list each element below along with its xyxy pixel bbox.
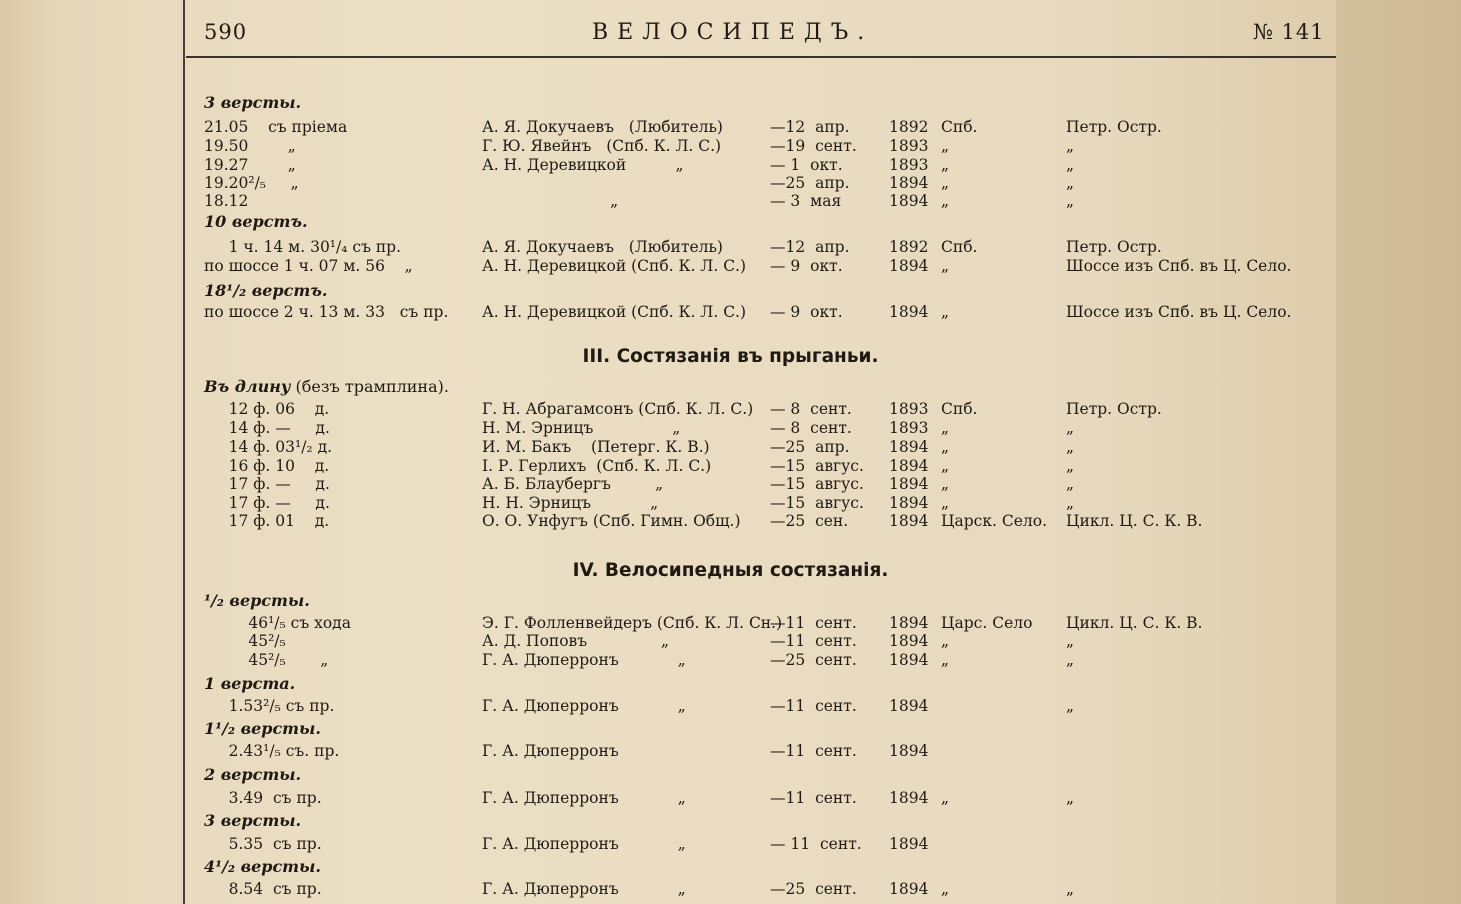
- record-row: [0, 118, 1461, 138]
- cell-place: „: [941, 303, 950, 321]
- cell-venue: Цикл. Ц. С. К. В.: [1066, 614, 1203, 632]
- cell-result: 19.20²/₅ „: [204, 174, 299, 192]
- subsection-1-5-versts: 1¹/₂ версты.: [204, 719, 321, 738]
- cell-year: 1894: [889, 475, 929, 493]
- record-row: [0, 742, 1461, 762]
- cell-year: 1894: [889, 192, 929, 210]
- record-row: [0, 438, 1461, 458]
- cell-year: 1894: [889, 835, 929, 853]
- cell-place: „: [941, 632, 950, 650]
- cell-athlete: Г. А. Дюперронъ: [482, 742, 619, 760]
- record-row: [0, 835, 1461, 855]
- cell-date: —12 апр.: [770, 238, 850, 256]
- cell-year: 1894: [889, 651, 929, 669]
- record-row: [0, 400, 1461, 420]
- record-row: [0, 475, 1461, 495]
- cell-venue: Петр. Остр.: [1066, 238, 1162, 256]
- cell-date: —15 авгус.: [770, 475, 864, 493]
- cell-result: 14 ф. — д.: [204, 419, 330, 437]
- record-row: [0, 238, 1461, 258]
- subsection-3-versts-cycling: 3 версты.: [204, 811, 302, 830]
- cell-place: „: [941, 257, 950, 275]
- record-row: [0, 651, 1461, 671]
- cell-venue: Петр. Остр.: [1066, 118, 1162, 136]
- cell-venue: „: [1066, 156, 1075, 174]
- cell-result: 5.35 съ пр.: [204, 835, 322, 853]
- cell-result: 16 ф. 10 д.: [204, 457, 330, 475]
- cell-year: 1893: [889, 137, 929, 155]
- cell-athlete: О. О. Унфугъ (Спб. Гимн. Общ.): [482, 512, 741, 530]
- cell-year: 1894: [889, 494, 929, 512]
- cell-year: 1894: [889, 512, 929, 530]
- cell-athlete: А. Н. Деревицкой (Спб. К. Л. С.): [482, 257, 747, 275]
- cell-result: 19.50 „: [204, 137, 296, 155]
- cell-place: Царск. Село.: [941, 512, 1048, 530]
- cell-place: „: [941, 419, 950, 437]
- cell-result: 14 ф. 03¹/₂ д.: [204, 438, 333, 456]
- cell-year: 1893: [889, 156, 929, 174]
- cell-date: —11 сент.: [770, 697, 857, 715]
- cell-place: „: [941, 494, 950, 512]
- cell-athlete: Н. Н. Эрницъ „: [482, 494, 659, 512]
- cell-result: 3.49 съ пр.: [204, 789, 322, 807]
- cell-date: —19 сент.: [770, 137, 857, 155]
- cell-venue: Петр. Остр.: [1066, 400, 1162, 418]
- cell-date: —25 сент.: [770, 651, 857, 669]
- cell-year: 1893: [889, 419, 929, 437]
- journal-title: ВЕЛОСИПЕДЪ.: [592, 20, 874, 45]
- record-row: [0, 494, 1461, 514]
- cell-date: —15 авгус.: [770, 494, 864, 512]
- cell-place: „: [941, 475, 950, 493]
- cell-place: „: [941, 174, 950, 192]
- cell-place: Царс. Село: [941, 614, 1033, 632]
- cell-result: 1 ч. 14 м. 30¹/₄ съ пр.: [204, 238, 402, 256]
- cell-place: Спб.: [941, 238, 978, 256]
- record-row: [0, 192, 1461, 212]
- cell-athlete: А. Б. Блаубергъ „: [482, 475, 664, 493]
- cell-date: —12 апр.: [770, 118, 850, 136]
- record-row: [0, 880, 1461, 900]
- cell-place: „: [941, 789, 950, 807]
- record-row: [0, 457, 1461, 477]
- cell-place: Спб.: [941, 400, 978, 418]
- cell-venue: Шоссе изъ Спб. въ Ц. Село.: [1066, 303, 1292, 321]
- cell-place: „: [941, 651, 950, 669]
- cell-year: 1892: [889, 118, 929, 136]
- cell-venue: „: [1066, 438, 1075, 456]
- cell-venue: „: [1066, 789, 1075, 807]
- record-row: [0, 137, 1461, 157]
- cell-venue: „: [1066, 651, 1075, 669]
- cell-place: „: [941, 438, 950, 456]
- cell-result: 17 ф. — д.: [204, 475, 330, 493]
- record-row: [0, 697, 1461, 717]
- record-row: [0, 512, 1461, 532]
- cell-athlete: А. Н. Деревицкой (Спб. К. Л. С.): [482, 303, 747, 321]
- cell-athlete: А. Я. Докучаевъ (Любитель): [482, 238, 723, 256]
- record-row: [0, 614, 1461, 634]
- cell-date: — 3 мая: [770, 192, 842, 210]
- cell-date: —11 сент.: [770, 789, 857, 807]
- cell-venue: „: [1066, 174, 1075, 192]
- cell-year: 1894: [889, 742, 929, 760]
- cell-result: 8.54 съ пр.: [204, 880, 322, 898]
- cell-result: 46¹/₅ съ хода: [204, 614, 351, 632]
- cell-venue: „: [1066, 475, 1075, 493]
- cell-year: 1892: [889, 238, 929, 256]
- subsection-10-versts: 10 верстъ.: [204, 212, 308, 231]
- cell-result: 12 ф. 06 д.: [204, 400, 330, 418]
- subsection-half-verst: ¹/₂ версты.: [204, 591, 310, 610]
- cell-venue: „: [1066, 192, 1075, 210]
- cell-athlete: А. Я. Докучаевъ (Любитель): [482, 118, 723, 136]
- cell-year: 1894: [889, 632, 929, 650]
- cell-place: Спб.: [941, 118, 978, 136]
- cell-year: 1894: [889, 789, 929, 807]
- cell-venue: Цикл. Ц. С. К. В.: [1066, 512, 1203, 530]
- cell-year: 1894: [889, 457, 929, 475]
- cell-date: — 9 окт.: [770, 257, 843, 275]
- cell-result: по шоссе 1 ч. 07 м. 56 „: [204, 257, 413, 275]
- section-heading-cycling: IV. Велосипедныя состязанія.: [572, 560, 889, 581]
- cell-athlete: І. Р. Герлихъ (Спб. К. Л. С.): [482, 457, 712, 475]
- cell-result: 2.43¹/₅ съ. пр.: [204, 742, 340, 760]
- cell-year: 1894: [889, 303, 929, 321]
- cell-date: —25 сен.: [770, 512, 849, 530]
- cell-result: 1.53²/₅ съ пр.: [204, 697, 335, 715]
- page-number: 590: [204, 20, 248, 44]
- cell-date: — 11 сент.: [770, 835, 862, 853]
- cell-venue: „: [1066, 494, 1075, 512]
- record-row: [0, 257, 1461, 277]
- record-row: [0, 632, 1461, 652]
- cell-result: 19.27 „: [204, 156, 296, 174]
- cell-date: — 1 окт.: [770, 156, 843, 174]
- cell-year: 1894: [889, 257, 929, 275]
- cell-venue: „: [1066, 632, 1075, 650]
- cell-athlete: А. Н. Деревицкой „: [482, 156, 684, 174]
- subsection-long-jump-title: Въ длину: [204, 377, 291, 396]
- cell-athlete: Г. Ю. Явейнъ (Спб. К. Л. С.): [482, 137, 722, 155]
- subsection-1-verst: 1 верста.: [204, 674, 296, 693]
- cell-athlete: Г. Н. Абрагамсонъ (Спб. К. Л. С.): [482, 400, 754, 418]
- cell-athlete: Н. М. Эрницъ „: [482, 419, 681, 437]
- subsection-long-jump-note: (безъ трамплина).: [290, 377, 449, 396]
- cell-athlete: „: [482, 192, 619, 210]
- cell-result: 45²/₅: [204, 632, 286, 650]
- cell-date: —15 авгус.: [770, 457, 864, 475]
- section-heading-jumping: III. Состязанія въ прыганьи.: [582, 346, 879, 367]
- issue-number: № 141: [1253, 20, 1325, 44]
- subsection-2-versts: 2 версты.: [204, 765, 302, 784]
- cell-year: 1894: [889, 174, 929, 192]
- cell-place: „: [941, 156, 950, 174]
- cell-place: „: [941, 457, 950, 475]
- subsection-3-versts: 3 версты.: [204, 93, 302, 112]
- cell-athlete: Э. Г. Фолленвейдеръ (Спб. К. Л. Сн.): [482, 614, 783, 632]
- cell-place: „: [941, 192, 950, 210]
- record-row: [0, 174, 1461, 194]
- cell-result: 17 ф. — д.: [204, 494, 330, 512]
- cell-athlete: Г. А. Дюперронъ „: [482, 697, 686, 715]
- cell-athlete: Г. А. Дюперронъ „: [482, 835, 686, 853]
- cell-date: — 8 сент.: [770, 400, 852, 418]
- cell-venue: Шоссе изъ Спб. въ Ц. Село.: [1066, 257, 1292, 275]
- header-rule: [186, 56, 1336, 58]
- cell-date: — 9 окт.: [770, 303, 843, 321]
- cell-result: по шоссе 2 ч. 13 м. 33 съ пр.: [204, 303, 449, 321]
- cell-result: 17 ф. 01 д.: [204, 512, 330, 530]
- cell-venue: „: [1066, 697, 1075, 715]
- cell-year: 1894: [889, 614, 929, 632]
- cell-date: —25 апр.: [770, 438, 850, 456]
- cell-year: 1894: [889, 438, 929, 456]
- cell-athlete: А. Д. Поповъ „: [482, 632, 670, 650]
- cell-year: 1894: [889, 697, 929, 715]
- cell-year: 1894: [889, 880, 929, 898]
- cell-result: 21.05 съ пріема: [204, 118, 348, 136]
- cell-result: 45²/₅ „: [204, 651, 329, 669]
- cell-date: —11 сент.: [770, 742, 857, 760]
- record-row: [0, 303, 1461, 323]
- cell-date: —25 сент.: [770, 880, 857, 898]
- cell-year: 1893: [889, 400, 929, 418]
- cell-date: —11 сент.: [770, 614, 857, 632]
- cell-venue: „: [1066, 137, 1075, 155]
- cell-date: —11 сент.: [770, 632, 857, 650]
- cell-athlete: Г. А. Дюперронъ „: [482, 880, 686, 898]
- cell-athlete: И. М. Бакъ (Петерг. К. В.): [482, 438, 710, 456]
- cell-result: 18.12: [204, 192, 249, 210]
- record-row: [0, 789, 1461, 809]
- cell-athlete: Г. А. Дюперронъ „: [482, 789, 686, 807]
- cell-venue: „: [1066, 457, 1075, 475]
- cell-date: —25 апр.: [770, 174, 850, 192]
- cell-date: — 8 сент.: [770, 419, 852, 437]
- cell-place: „: [941, 137, 950, 155]
- record-row: [0, 419, 1461, 439]
- subsection-4-5-versts: 4¹/₂ версты.: [204, 857, 321, 876]
- cell-place: „: [941, 880, 950, 898]
- subsection-18-5-versts: 18¹/₂ верстъ.: [204, 281, 328, 300]
- cell-athlete: Г. А. Дюперронъ „: [482, 651, 686, 669]
- cell-venue: „: [1066, 419, 1075, 437]
- cell-venue: „: [1066, 880, 1075, 898]
- subsection-long-jump: [204, 377, 449, 396]
- record-row: [0, 156, 1461, 176]
